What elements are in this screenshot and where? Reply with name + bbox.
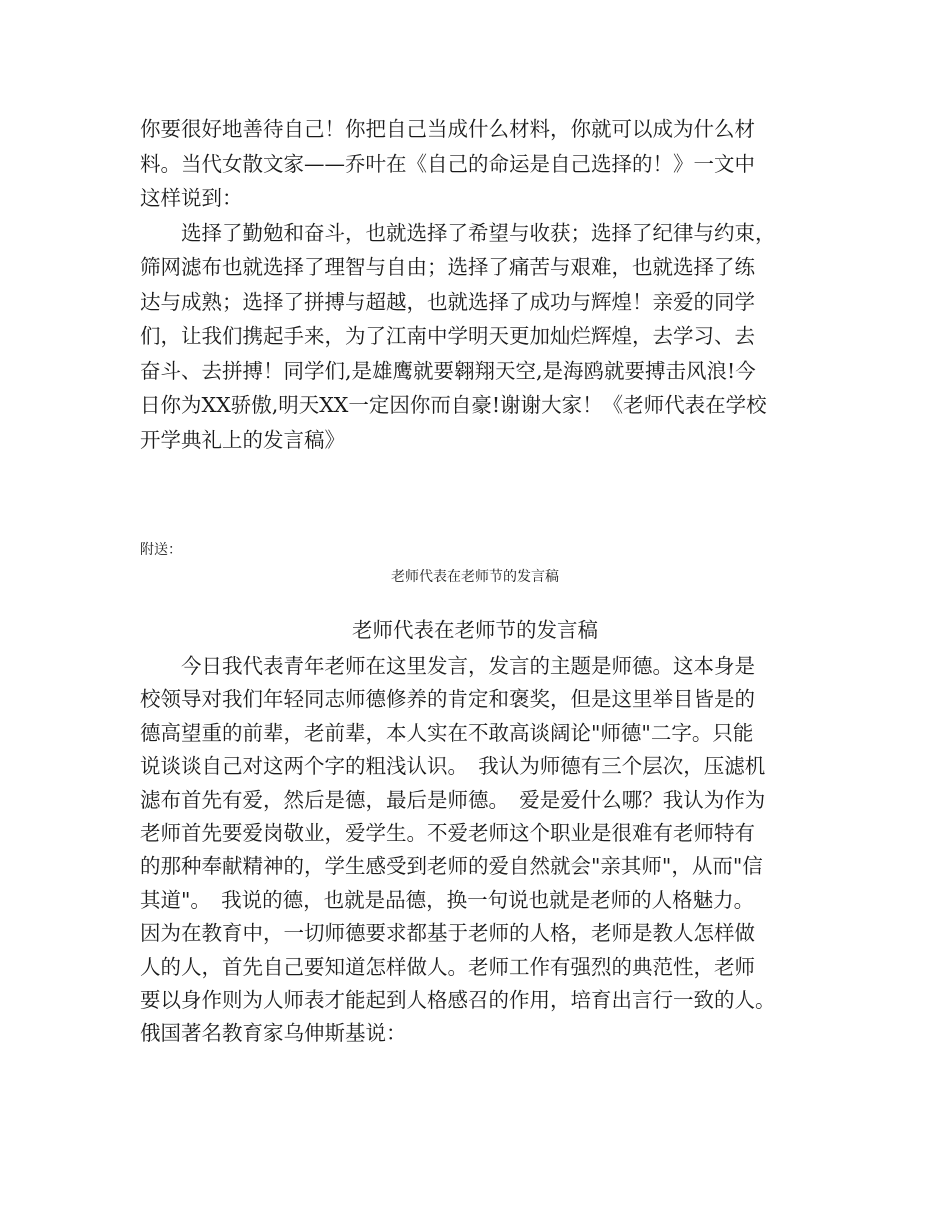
speech-closing-section xyxy=(140,112,815,457)
text-line: 料。当代女散文家——乔叶在《自己的命运是自己选择的！》一文中 xyxy=(140,151,755,176)
text-line: 德高望重的前辈，老前辈，本人实在不敢高谈阔论"师德"二字。只能 xyxy=(140,720,754,745)
text-line: 滤布首先有爱，然后是德，最后是师德。 爱是爱什么哪？我认为作为 xyxy=(140,787,766,812)
text-line: 校领导对我们年轻同志师德修养的肯定和褒奖，但是这里举目皆是的 xyxy=(140,687,755,712)
text-line: 达与成熟；选择了拼搏与超越，也就选择了成功与辉煌！亲爱的同学 xyxy=(140,289,755,314)
text-line: 人的人，首先自己要知道怎样做人。老师工作有强烈的典范性，老师 xyxy=(140,954,755,979)
text-line: 说谈谈自己对这两个字的粗浅认识。 我认为师德有三个层次，压滤机 xyxy=(140,754,766,779)
teachers-day-speech-section xyxy=(140,650,815,1051)
text-line: 选择了勤勉和奋斗，也就选择了希望与收获；选择了纪律与约束， xyxy=(140,220,776,245)
text-line: 日你为XX骄傲,明天XX一定因你而自豪!谢谢大家！《老师代表在学校 xyxy=(140,393,767,417)
attachment-subtitle: 老师代表在老师节的发言稿 xyxy=(391,569,559,585)
text-line: 你要很好地善待自己！你把自己当成什么材料，你就可以成为什么材 xyxy=(140,117,755,141)
text-line: 俄国著名教育家乌伸斯基说： xyxy=(140,1021,407,1046)
text-line: 因为在教育中，一切师德要求都基于老师的人格，老师是教人怎样做 xyxy=(140,921,755,946)
text-line: 们，让我们携起手来，为了江南中学明天更加灿烂辉煌，去学习、去 xyxy=(140,324,755,348)
text-line: 筛网滤布也就选择了理智与自由；选择了痛苦与艰难，也就选择了练 xyxy=(140,255,755,279)
attachment-label: 附送： xyxy=(140,542,182,558)
text-line: 这样说到： xyxy=(140,186,243,210)
text-line: 开学典礼上的发言稿》 xyxy=(140,427,345,452)
text-line: 其道"。 我说的德，也就是品德，换一句说也就是老师的人格魅力。 xyxy=(140,887,755,912)
text-line: 奋斗、去拼搏！同学们,是雄鹰就要翱翔天空,是海鸥就要搏击风浪!今 xyxy=(140,358,756,383)
text-line: 老师首先要爱岗敬业，爱学生。不爱老师这个职业是很难有老师特有 xyxy=(140,820,755,845)
text-line: 今日我代表青年老师在这里发言，发言的主题是师德。这本身是 xyxy=(140,654,755,678)
text-line: 要以身作则为人师表才能起到人格感召的作用，培育出言行一致的人。 xyxy=(140,987,776,1012)
text-line: 的那种奉献精神的，学生感受到老师的爱自然就会"亲其师"，从而"信 xyxy=(140,854,763,879)
speech-title: 老师代表在老师节的发言稿 xyxy=(352,618,598,642)
